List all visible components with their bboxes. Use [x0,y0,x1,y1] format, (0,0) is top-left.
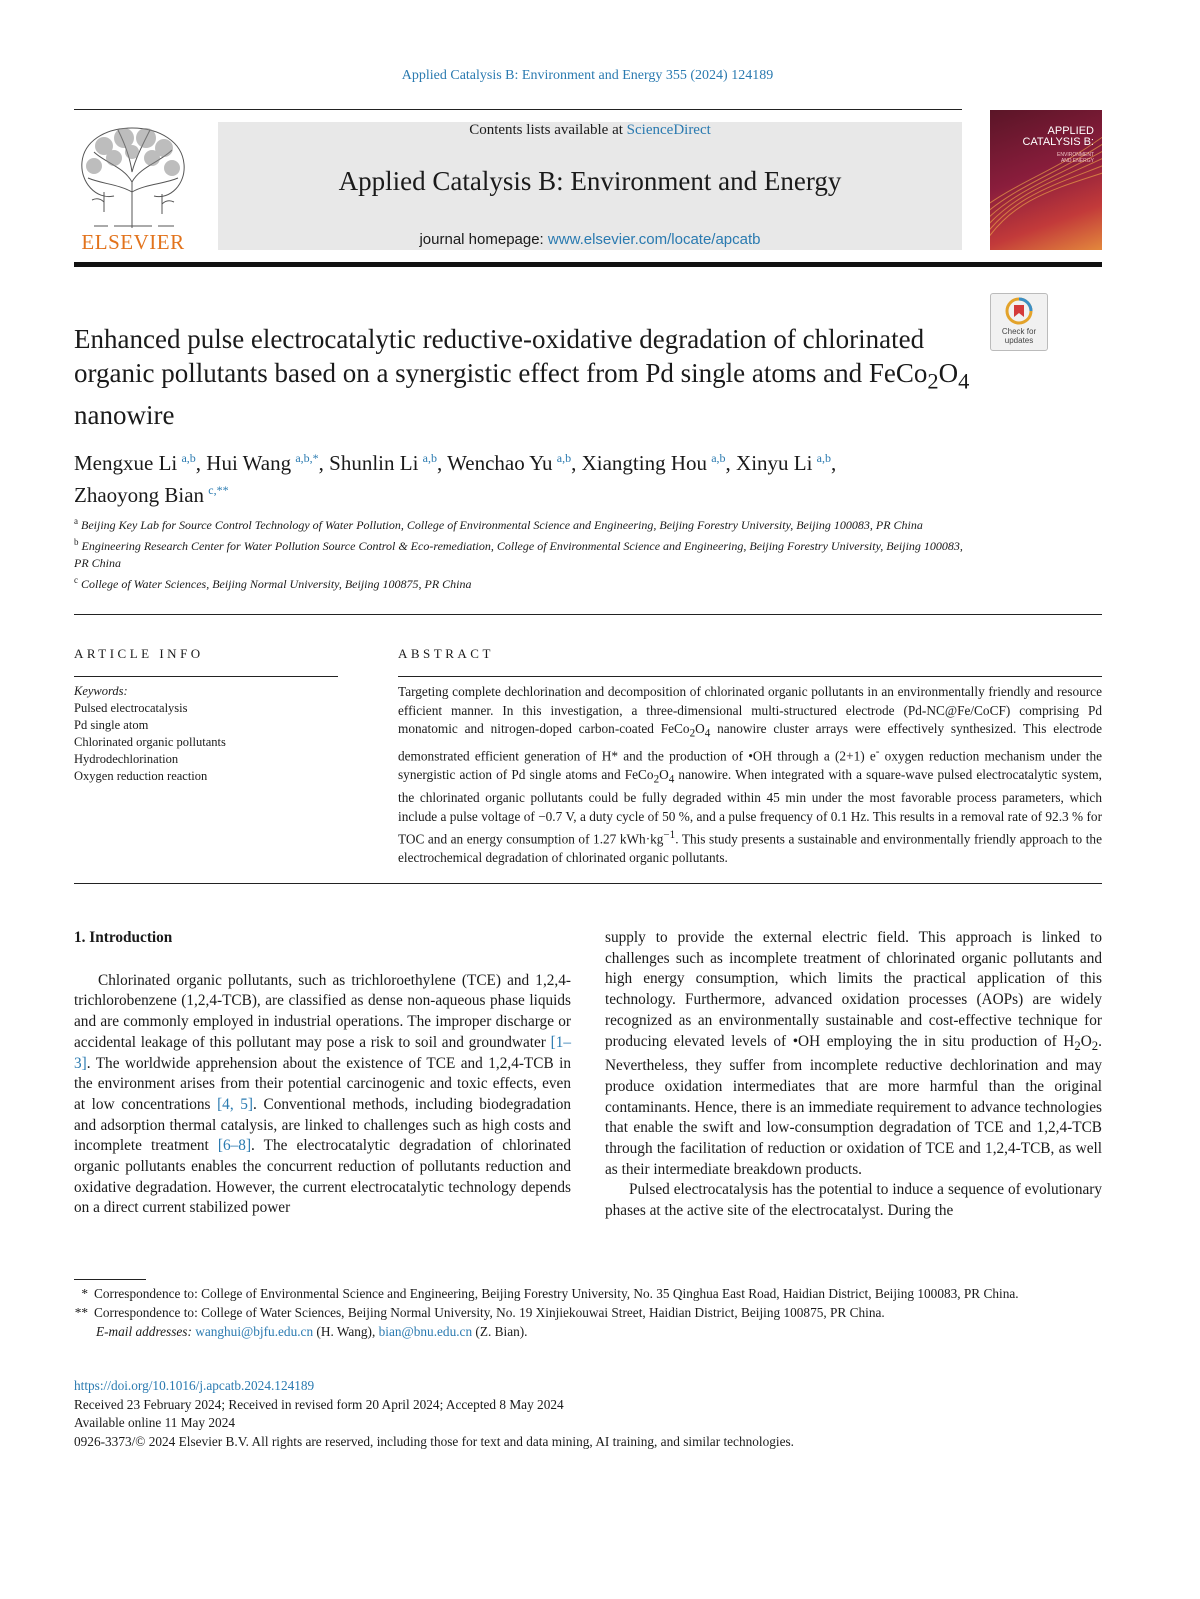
keywords-block [74,683,344,785]
affiliation-text: College of Water Sciences, Beijing Normal University, Beijing 100875, PR China [81,577,472,591]
author-name[interactable]: Xinyu Li [736,451,813,475]
doi-link[interactable]: https://doi.org/10.1016/j.apcatb.2024.124189 [74,1378,315,1393]
abstract-subscript: 4 [668,773,675,786]
cover-subtitle [1057,152,1094,164]
homepage-link[interactable]: www.elsevier.com/locate/apcatb [547,231,761,248]
publication-info [74,1377,1102,1451]
homepage-prefix: journal homepage: [419,231,544,248]
affiliation [74,534,964,572]
title-text: Enhanced pulse electrocatalytic reductive-oxidative degradation of chlorinated organic pollutants based on a synergistic effect from Pd single atoms and FeCo [74,324,928,388]
affiliation-mark: b [74,537,79,547]
affiliation-mark: a [74,516,78,526]
intro-text: . The worldwide apprehension about the existence of TCE and 1,2,4-TCB in the environment arises from their potential carcinogenic and toxic effects, even at low concentrations [74,1054,571,1113]
body-left-column [74,928,571,1219]
homepage-line [218,231,962,248]
abstract-segment: O [659,767,669,783]
check-updates-icon [1005,297,1033,325]
abstract-subscript: 2 [689,727,696,740]
affiliation [74,572,964,593]
article-info-rule [74,676,338,677]
abstract-text [398,683,1102,868]
email-owner: (Z. Bian). [472,1324,528,1339]
citation-link[interactable]: [4, 5] [217,1095,254,1113]
elsevier-wordmark: ELSEVIER [81,230,185,254]
author-affiliation-marker[interactable]: c,** [208,483,229,497]
intro-paragraph [74,971,571,1219]
elsevier-logo[interactable] [74,122,192,252]
sciencedirect-link[interactable]: ScienceDirect [626,122,711,138]
check-updates-label-line: Check for [1001,327,1037,336]
journal-cover-thumbnail[interactable] [990,110,1102,250]
cover-subtitle-line: AND ENERGY [1060,158,1094,164]
keyword: Pd single atom [74,718,149,732]
check-updates-label-line: updates [1004,336,1034,345]
footnote-text: Correspondence to: College of Environmental Science and Engineering, Beijing Forestry University, No. 35 Qinghua East Road, Haidian District, Beijing 100083, PR China. [94,1286,1019,1301]
intro-text: O [1080,1032,1092,1050]
abstract-subscript: 2 [653,773,660,786]
cover-title-line: CATALYSIS B: [1022,136,1094,148]
title-text: O [938,358,959,388]
author-affiliation-marker[interactable]: a,b [422,451,437,465]
journal-title: Applied Catalysis B: Environment and Energy [338,166,842,196]
citation-link[interactable]: [6–8] [217,1137,252,1155]
author-separator: , [436,451,448,475]
intro-text: . Conventional methods, including biodegradation and adsorption thermal catalysis, are linked to challenges such as high costs and incomplete treatment [74,1095,571,1155]
section-heading-introduction: 1. Introduction [74,929,173,946]
abstract-segment: nanowire cluster arrays were effectively synthesized. This electrode demonstrated efficient generation of H* and the production of •OH through a (2+1) e [398,721,1102,764]
title-text: nanowire [74,400,175,431]
author-affiliation-marker[interactable]: a,b,* [295,451,319,465]
abstract-heading: ABSTRACT [398,646,494,661]
footnote-text: Correspondence to: College of Water Sciences, Beijing Normal University, No. 19 Xinjiekouwai Street, Haidian District, Beijing 100875, PR China. [94,1305,885,1320]
keywords-list [74,700,344,785]
masthead-rule [74,262,1102,267]
affiliation-rule [74,614,1102,615]
available-online: Available online 11 May 2024 [74,1415,236,1430]
email-link-bian[interactable]: bian@bnu.edu.cn [378,1324,473,1339]
journal-masthead [218,122,962,250]
cover-title [1022,126,1094,148]
cover-title-line: APPLIED [1047,125,1094,137]
abstract-rule [398,676,1102,677]
keyword: Chlorinated organic pollutants [74,735,226,749]
intro-paragraph-continued [605,928,1102,1180]
abstract-subscript: 4 [704,727,711,740]
abstract-segment: O [695,721,705,736]
affiliation [74,513,964,534]
author-name[interactable]: Xiangting Hou [581,451,707,475]
abstract-segment: Targeting complete dechlorination and decomposition of chlorinated organic pollutants in an environmentally friendly and resource efficient manner. In this investigation, a three-dimensional multi-structured electrode (Pd-NC@Fe/CoCF) comprising Pd monatomic and nitrogen-doped carbon-coated FeCo [398,684,1102,736]
affiliation-mark: c [74,575,78,585]
affiliation-text: Engineering Research Center for Water Pollution Source Control & Eco-remediation, College of Environmental Science and Engineering, Beijing Forestry University, Beijing 100083, PR China [74,539,963,570]
abstract-bottom-rule [74,883,1102,884]
received-dates: Received 23 February 2024; Received in revised form 20 April 2024; Accepted 8 May 2024 [74,1396,564,1412]
affiliations [74,513,964,593]
author-separator: , [318,451,330,475]
intro-text: . Nevertheless, they suffer from incomplete reductive dechlorination and may produce oxidation intermediates that are more harmful than the original contaminants. Hence, there is an immediate requirement to advance technologies that enable the swift and low-consumption degradation of TCE and 1,2,4-TCB through the facilitation of reduction or oxidation of TCE and 1,2,4-TCB, as well as their intermediate breakdown products. [605,1032,1102,1178]
title-subscript: 2 [927,368,939,394]
intro-text: supply to provide the external electric field. This approach is linked to challenges such as incomplete treatment of chlorinated organic pollutants and high energy consumption, which limits the practical application of this technology. Furthermore, advanced oxidation processes (AOPs) are widely recognized as an environmentally sustainable and cost-effective technique for producing elevated levels of •OH employing the in situ production of H [605,929,1102,1050]
keyword: Hydrodechlorination [74,752,179,766]
footnote-mark: ** [74,1305,88,1320]
intro-text: . The electrocatalytic degradation of chlorinated organic pollutants enables the concurrent reduction of pollutants reduction and oxidative degradation. However, the current electrocatalytic technology depends on a direct current stabilized power [74,1137,571,1217]
abstract-segment: oxygen reduction mechanism under the synergistic action of Pd single atoms and FeCo [398,748,1102,783]
article-title [74,322,974,432]
email-label: E-mail addresses: [96,1324,192,1339]
keywords-label: Keywords: [74,684,128,698]
footnotes [74,1284,1102,1341]
author-affiliation-marker[interactable]: a,b [816,451,831,465]
header-rule [74,109,962,110]
running-header[interactable]: Applied Catalysis B: Environment and Energy 355 (2024) 124189 [401,68,774,83]
abstract-superscript: −1 [663,829,676,842]
abstract-superscript: - [875,746,880,759]
author-separator: , [571,451,582,475]
body-right-column [605,928,1102,1222]
footnote-rule [74,1279,146,1280]
copyright-line: 0926-3373/© 2024 Elsevier B.V. All rights are reserved, including those for text and data mining, AI training, and similar technologies. [74,1433,794,1449]
keyword: Oxygen reduction reaction [74,769,208,783]
author-list [74,445,1074,509]
footnote-correspondence-1 [74,1284,1102,1303]
cover-subtitle-line: ENVIRONMENT [1057,152,1094,158]
abstract-segment: nanowire. When integrated with a square-wave pulsed electrocatalytic system, the chlorinated organic pollutants could be fully degraded within 45 min under the most favorable process parameters, which include a pulse voltage of −0.7 V, a duty cycle of 50 %, and a pulse frequency of 0.1 Hz. This results in a removal rate of 92.3 % for TOC and an energy consumption of 1.27 kWh·kg [398,767,1102,847]
author-name[interactable]: Hui Wang [206,451,292,475]
affiliation-text: Beijing Key Lab for Source Control Technology of Water Pollution, College of Environmental Science and Engineering, Beijing Forestry University, Beijing 100083, PR China [81,518,923,532]
email-owner: (H. Wang), [313,1324,379,1339]
author-name[interactable]: Wenchao Yu [447,451,553,475]
author-affiliation-marker[interactable]: a,b [556,451,572,465]
email-link-wang[interactable]: wanghui@bjfu.edu.cn [195,1324,314,1339]
author-separator: , [195,451,207,475]
check-for-updates-badge[interactable] [990,293,1048,351]
intro-text: Chlorinated organic pollutants, such as trichloroethylene (TCE) and 1,2,4-trichlorobenzene (1,2,4-TCB), are classified as dense non-aqueous phase liquids and are commonly employed in industrial operations. The improper discharge or accidental leakage of this pollutant may pose a risk to soil and groundwater [74,971,571,1051]
author-separator: , [831,451,837,475]
author-separator: , [725,451,737,475]
citation-link[interactable]: [1–3] [74,1033,571,1072]
author-affiliation-marker[interactable]: a,b [181,451,196,465]
check-updates-label [991,327,1047,345]
intro-subscript: 2 [1074,1038,1081,1053]
footnote-mark: * [81,1286,88,1301]
author-name[interactable]: Shunlin Li [329,451,419,475]
elsevier-tree-icon [74,122,192,230]
email-addresses [74,1322,1102,1341]
author-affiliation-marker[interactable]: a,b [711,451,726,465]
keyword: Pulsed electrocatalysis [74,701,188,715]
intro-paragraph: Pulsed electrocatalysis has the potential to induce a sequence of evolutionary phases at the active site of the electrocatalyst. During the [605,1181,1102,1220]
footnote-correspondence-2 [74,1303,1102,1322]
contents-prefix: Contents lists available at [469,122,623,138]
article-info-heading: ARTICLE INFO [74,646,204,661]
intro-subscript: 2 [1091,1038,1099,1053]
author-name[interactable]: Zhaoyong Bian [74,483,205,507]
abstract-segment: . This study presents a sustainable and environmentally friendly approach to the electrochemical degradation of chlorinated organic pollutants. [398,831,1102,866]
author-name[interactable]: Mengxue Li [74,451,178,475]
contents-line [218,122,962,139]
title-subscript: 4 [958,368,970,394]
